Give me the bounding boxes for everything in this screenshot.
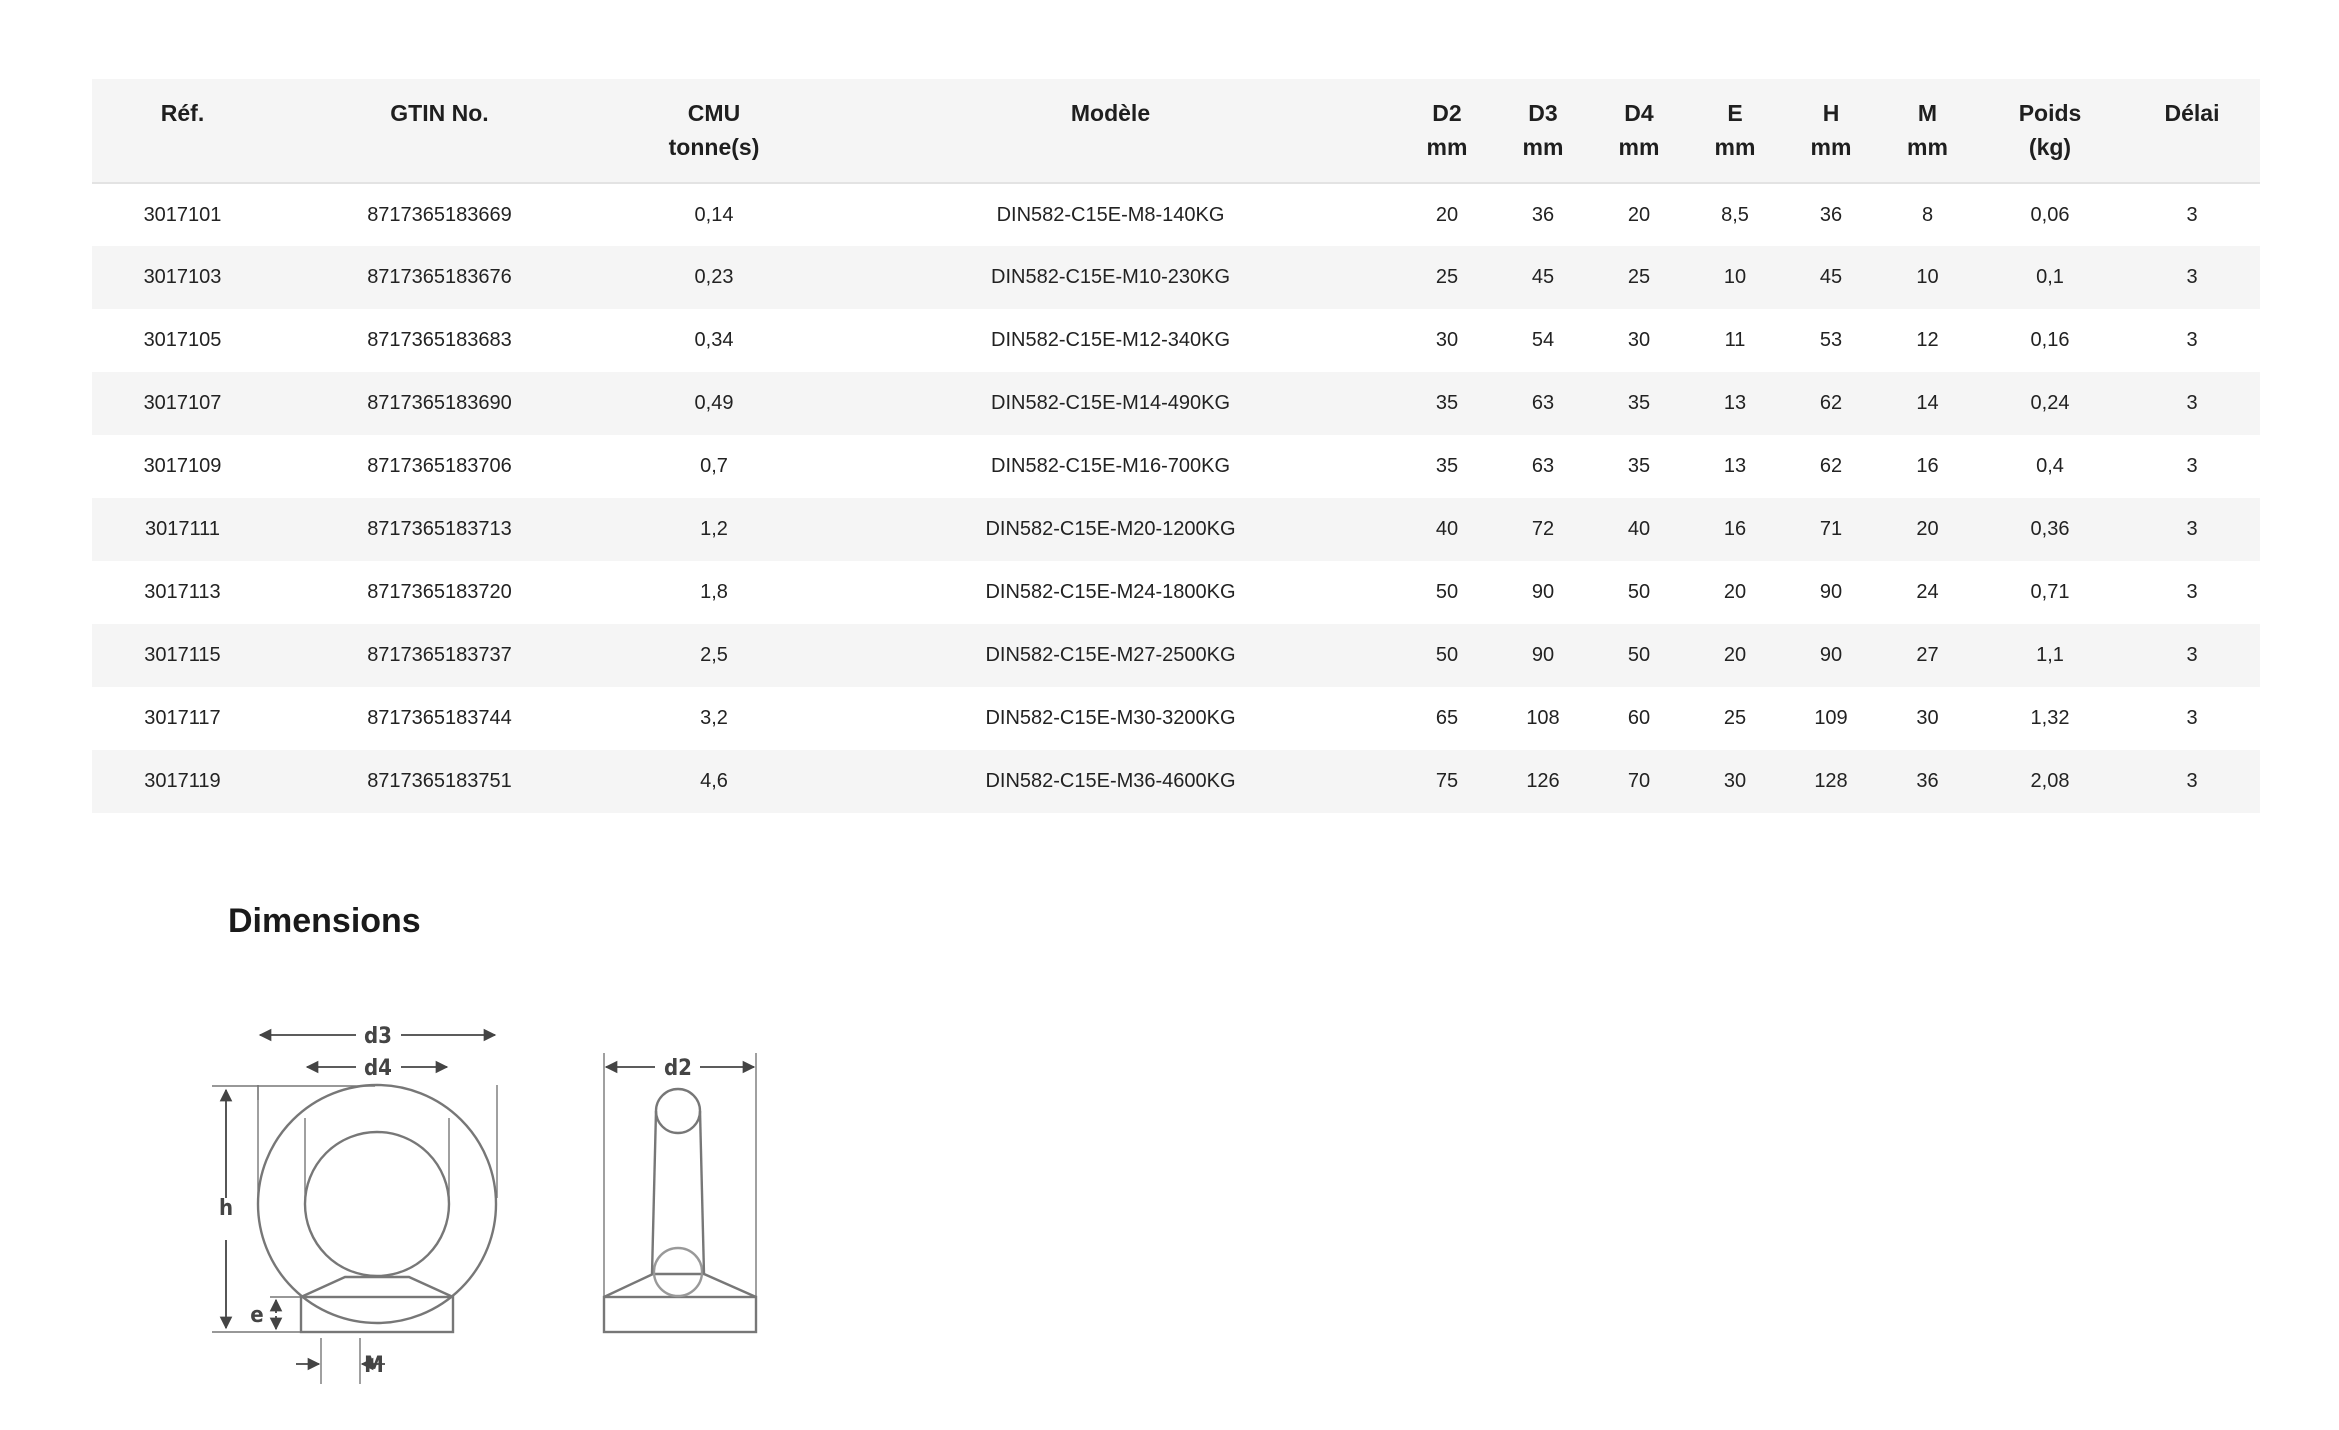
cell-delai: 3 <box>2186 266 2198 288</box>
cell-poids: 0,06 <box>2030 203 2070 226</box>
cell-delai: 3 <box>2186 770 2198 792</box>
cell-modele: DIN582-C15E-M8-140KG <box>996 203 1225 226</box>
cell-ref: 3017117 <box>144 707 221 729</box>
cell-gtin: 8717365183690 <box>367 392 512 414</box>
header-d3: D3 mm <box>1522 100 1564 160</box>
cell-gtin: 8717365183720 <box>367 581 512 603</box>
cell-e: 11 <box>1724 329 1746 351</box>
cell-m: 24 <box>1916 581 1939 603</box>
cell-d2: 30 <box>1435 329 1459 351</box>
cell-cmu: 4,6 <box>700 770 728 792</box>
cell-poids: 0,4 <box>2036 455 2064 477</box>
cell-modele: DIN582-C15E-M27-2500KG <box>985 644 1236 666</box>
cell-cmu: 0,7 <box>700 455 728 477</box>
label-m: M <box>364 1353 384 1378</box>
cell-poids: 1,1 <box>2036 644 2064 666</box>
cell-cmu: 0,49 <box>694 392 734 414</box>
cell-poids: 0,71 <box>2030 581 2070 603</box>
cell-poids: 0,16 <box>2030 329 2070 351</box>
cell-modele: DIN582-C15E-M24-1800KG <box>985 581 1236 603</box>
cell-d3: 36 <box>1531 203 1555 226</box>
label-d4: d4 <box>364 1056 392 1081</box>
cell-d2: 35 <box>1435 455 1459 477</box>
label-h: h <box>218 1196 234 1221</box>
cell-d4: 50 <box>1627 644 1651 666</box>
cell-d2: 25 <box>1435 266 1459 288</box>
front-view <box>258 1085 496 1332</box>
cell-e: 10 <box>1723 266 1747 288</box>
cell-ref: 3017109 <box>143 455 222 477</box>
cell-d4: 50 <box>1627 581 1651 603</box>
header-poids: Poids (kg) <box>2018 100 2082 160</box>
table-row <box>92 498 2260 561</box>
cell-delai: 3 <box>2186 581 2198 603</box>
cell-d3: 45 <box>1531 266 1555 288</box>
table-row <box>92 183 2260 246</box>
cell-gtin: 8717365183706 <box>367 455 512 477</box>
cell-d2: 50 <box>1435 581 1459 603</box>
cell-modele: DIN582-C15E-M16-700KG <box>991 455 1230 477</box>
cell-cmu: 0,14 <box>694 203 734 226</box>
cell-cmu: 3,2 <box>700 707 728 729</box>
cell-ref: 3017105 <box>143 329 222 351</box>
table-row <box>92 435 2260 498</box>
cell-d3: 63 <box>1531 455 1555 477</box>
cell-e: 16 <box>1723 518 1747 540</box>
table-row <box>92 624 2260 687</box>
cell-ref: 3017107 <box>143 392 222 414</box>
label-d2: d2 <box>664 1056 692 1081</box>
header-d4: D4 mm <box>1618 100 1660 160</box>
cell-m: 12 <box>1916 329 1939 351</box>
cell-cmu: 1,2 <box>700 518 728 540</box>
cell-h: 62 <box>1819 455 1843 477</box>
front-view-arrows <box>226 1035 495 1364</box>
cell-modele: DIN582-C15E-M12-340KG <box>991 329 1230 351</box>
cell-e: 20 <box>1723 644 1747 666</box>
label-d3: d3 <box>364 1024 392 1049</box>
header-cmu: CMU tonne(s) <box>668 100 760 160</box>
cell-d3: 90 <box>1531 581 1555 603</box>
cell-modele: DIN582-C15E-M14-490KG <box>991 392 1230 414</box>
cell-h: 36 <box>1819 203 1843 226</box>
cell-d3: 108 <box>1526 707 1560 729</box>
cell-poids: 1,32 <box>2030 707 2070 729</box>
eye-nut-technical-drawing <box>200 1008 780 1408</box>
cell-m: 14 <box>1916 392 1939 414</box>
cell-delai: 3 <box>2186 203 2198 226</box>
header-modele: Modèle <box>1070 100 1151 126</box>
cell-d3: 54 <box>1531 329 1555 351</box>
cell-delai: 3 <box>2186 329 2198 351</box>
table-row <box>92 561 2260 624</box>
table-row <box>92 687 2260 750</box>
header-h: H mm <box>1810 100 1852 160</box>
side-view <box>604 1089 756 1332</box>
table-row <box>92 246 2260 309</box>
cell-m: 10 <box>1916 266 1939 288</box>
cell-d4: 35 <box>1627 455 1651 477</box>
cell-d3: 90 <box>1531 644 1555 666</box>
cell-d4: 20 <box>1627 203 1651 226</box>
cell-h: 90 <box>1819 644 1843 666</box>
cell-gtin: 8717365183737 <box>367 644 512 666</box>
cell-ref: 3017119 <box>144 770 221 792</box>
cell-m: 16 <box>1916 455 1939 477</box>
cell-d2: 35 <box>1435 392 1459 414</box>
cell-h: 62 <box>1819 392 1843 414</box>
cell-poids: 0,36 <box>2030 518 2070 540</box>
cell-ref: 3017115 <box>144 644 221 666</box>
cell-modele: DIN582-C15E-M20-1200KG <box>985 518 1236 540</box>
cell-h: 71 <box>1819 518 1843 540</box>
header-d2: D2 mm <box>1426 100 1468 160</box>
cell-cmu: 0,34 <box>694 329 734 351</box>
cell-m: 36 <box>1916 770 1939 792</box>
cell-ref: 3017103 <box>143 266 222 288</box>
header-gtin: GTIN No. <box>390 100 489 126</box>
cell-e: 30 <box>1723 770 1747 792</box>
cell-gtin: 8717365183751 <box>367 770 512 792</box>
front-view-dimension-lines <box>212 1085 497 1384</box>
cell-d3: 63 <box>1531 392 1555 414</box>
table-row <box>92 372 2260 435</box>
cell-e: 25 <box>1723 707 1747 729</box>
cell-d4: 70 <box>1627 770 1651 792</box>
cell-e: 13 <box>1723 392 1747 414</box>
table-header <box>92 79 2260 183</box>
cell-d2: 50 <box>1435 644 1459 666</box>
cell-gtin: 8717365183676 <box>367 266 512 288</box>
cell-gtin: 8717365183669 <box>367 203 512 226</box>
cell-e: 20 <box>1723 581 1747 603</box>
cell-ref: 3017113 <box>144 581 221 603</box>
cell-m: 27 <box>1916 644 1939 666</box>
cell-cmu: 0,23 <box>694 266 734 288</box>
cell-d3: 126 <box>1526 770 1560 792</box>
cell-d2: 40 <box>1435 518 1459 540</box>
header-ref: Réf. <box>160 100 205 126</box>
cell-e: 8,5 <box>1721 203 1749 226</box>
cell-d2: 20 <box>1435 203 1459 226</box>
table-body <box>92 183 2260 813</box>
header-e: E mm <box>1714 100 1756 160</box>
cell-modele: DIN582-C15E-M36-4600KG <box>985 770 1236 792</box>
dimensions-drawing <box>200 1008 780 1408</box>
cell-h: 128 <box>1814 770 1848 792</box>
cell-modele: DIN582-C15E-M30-3200KG <box>985 707 1236 729</box>
cell-gtin: 8717365183713 <box>367 518 512 540</box>
cell-h: 45 <box>1819 266 1843 288</box>
cell-d4: 40 <box>1627 518 1651 540</box>
cell-ref: 3017101 <box>143 203 222 226</box>
cell-m: 20 <box>1916 518 1939 540</box>
cell-delai: 3 <box>2186 644 2198 666</box>
cell-poids: 0,24 <box>2030 392 2070 414</box>
cell-d4: 30 <box>1627 329 1651 351</box>
dimensions-heading: Dimensions <box>228 902 421 940</box>
cell-delai: 3 <box>2186 455 2198 477</box>
cell-delai: 3 <box>2186 707 2198 729</box>
header-m: M mm <box>1907 100 1948 160</box>
label-e: e <box>250 1303 264 1328</box>
cell-h: 109 <box>1814 707 1848 729</box>
cell-m: 30 <box>1916 707 1939 729</box>
cell-m: 8 <box>1921 203 1934 226</box>
cell-modele: DIN582-C15E-M10-230KG <box>991 266 1230 288</box>
header-delai: Délai <box>2164 100 2220 126</box>
table-row <box>92 309 2260 372</box>
cell-d2: 65 <box>1435 707 1459 729</box>
cell-poids: 2,08 <box>2030 770 2070 792</box>
cell-gtin: 8717365183683 <box>367 329 512 351</box>
cell-d4: 60 <box>1627 707 1651 729</box>
cell-d4: 25 <box>1627 266 1651 288</box>
cell-d4: 35 <box>1627 392 1651 414</box>
table-row <box>92 750 2260 813</box>
cell-d3: 72 <box>1531 518 1555 540</box>
cell-delai: 3 <box>2186 518 2198 540</box>
cell-cmu: 1,8 <box>700 581 728 603</box>
cell-cmu: 2,5 <box>700 644 728 666</box>
cell-poids: 0,1 <box>2036 266 2064 288</box>
cell-ref: 3017111 <box>145 518 220 540</box>
specifications-table <box>92 79 2260 813</box>
cell-h: 53 <box>1819 329 1843 351</box>
cell-h: 90 <box>1819 581 1843 603</box>
cell-delai: 3 <box>2186 392 2198 414</box>
cell-e: 13 <box>1723 455 1747 477</box>
cell-gtin: 8717365183744 <box>367 707 512 729</box>
header-row <box>92 79 2260 183</box>
cell-d2: 75 <box>1435 770 1459 792</box>
